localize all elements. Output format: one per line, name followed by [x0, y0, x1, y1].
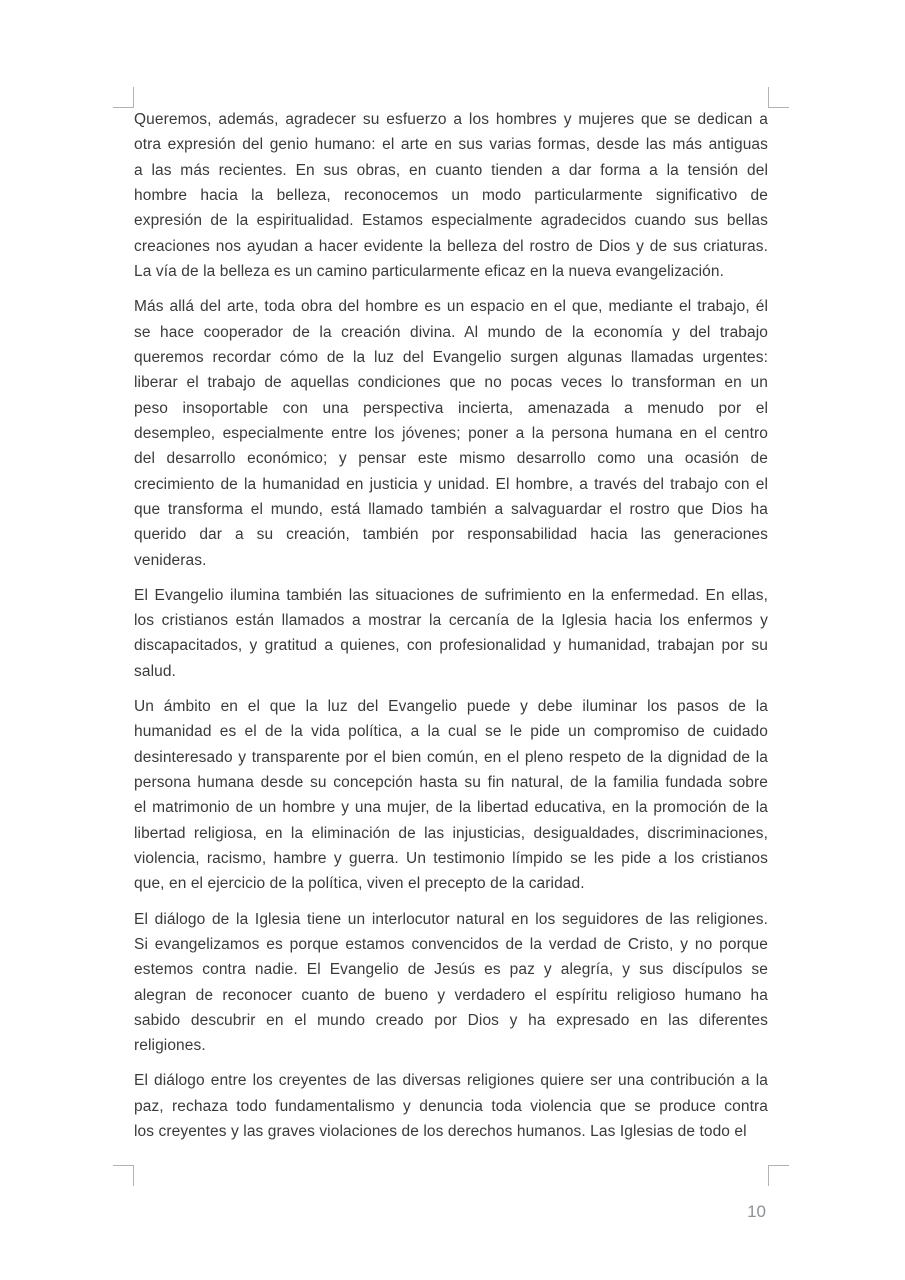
text-line: Un ámbito en el que la luz del Evangelio puede y debe iluminar los pasos de la — [134, 697, 768, 715]
text-line: Queremos, además, agradecer su esfuerzo a los hombres y mujeres que se dedican a — [134, 111, 768, 128]
text-line: Más allá del arte, toda obra del hombre es un espacio en el que, mediante el trabajo, él — [134, 298, 768, 316]
text-line: queremos recordar cómo de la luz del Evangelio surgen algunas llamadas urgentes: — [134, 348, 768, 366]
page-number: 10 — [747, 1202, 766, 1221]
text-line: peso insoportable con una perspectiva incierta, amenazada a menudo por el — [134, 399, 768, 417]
text-line: El diálogo entre los creyentes de las diversas religiones quiere ser una contribución a la — [134, 1072, 768, 1090]
text-boundary-corner-top-right — [768, 87, 789, 108]
text-line: alegran de reconocer cuanto de bueno y verdadero el espíritu religioso humano ha — [134, 986, 768, 1004]
text-line: crecimiento de la humanidad en justicia y unidad. El hombre, a través del trabajo con el — [134, 475, 768, 493]
paragraph — [134, 1068, 768, 1144]
text-line: violencia, racismo, hambre y guerra. Un testimonio límpido se les pide a los cristianos — [134, 850, 768, 868]
text-line: el matrimonio de un hombre y una mujer, de la libertad educativa, en la promoción de la — [134, 799, 768, 817]
text-line: sabido descubrir en el mundo creado por Dios y ha expresado en las diferentes — [134, 1011, 768, 1029]
text-boundary-corner-bottom-left — [113, 1165, 134, 1186]
text-line: persona humana desde su concepción hasta su fin natural, de la familia fundada sobre — [134, 773, 768, 791]
text-line: El diálogo de la Iglesia tiene un interlocutor natural en los seguidores de las religiones. — [134, 910, 768, 928]
text-line: a las más recientes. En sus obras, en cuanto tienden a dar forma a la tensión del — [134, 161, 768, 179]
text-line: El Evangelio ilumina también las situaciones de sufrimiento en la enfermedad. En ellas, — [134, 586, 768, 604]
paragraph — [134, 907, 768, 1059]
text-line: del desarrollo económico; y pensar este mismo desarrollo como una ocasión de — [134, 450, 768, 468]
text-line: los creyentes y las graves violaciones de los derechos humanos. Las Iglesias de todo el — [134, 1123, 747, 1141]
text-line: desempleo, especialmente entre los jóvenes; poner a la persona humana en el centro — [134, 424, 768, 442]
text-boundary-corner-top-left — [113, 87, 134, 108]
text-line: paz, rechaza todo fundamentalismo y denuncia toda violencia que se produce contra — [134, 1097, 768, 1115]
paragraph — [134, 294, 768, 573]
text-line: salud. — [134, 662, 176, 680]
text-line: humanidad es el de la vida política, a la cual se le pide un compromiso de cuidado — [134, 723, 768, 741]
text-line: que transforma el mundo, está llamado también a salvaguardar el rostro que Dios ha — [134, 500, 768, 518]
paragraph — [134, 583, 768, 684]
text-line: expresión de la espiritualidad. Estamos especialmente agradecidos cuando sus bellas — [134, 212, 768, 230]
text-line: liberar el trabajo de aquellas condiciones que no pocas veces lo transforman en un — [134, 374, 768, 392]
text-line: La vía de la belleza es un camino particularmente eficaz en la nueva evangelización. — [134, 263, 725, 281]
text-line: estemos contra nadie. El Evangelio de Jesús es paz y alegría, y sus discípulos se — [134, 961, 768, 979]
paragraph — [134, 107, 768, 284]
text-line: venideras. — [134, 551, 207, 569]
text-line: religiones. — [134, 1037, 206, 1055]
text-line: se hace cooperador de la creación divina. Al mundo de la economía y del trabajo — [134, 323, 768, 341]
text-line: desinteresado y transparente por el bien común, en el pleno respeto de la dignidad de la — [134, 748, 768, 766]
text-line: otra expresión del genio humano: el arte en sus varias formas, desde las más antiguas — [134, 136, 768, 154]
text-line: hombre hacia la belleza, reconocemos un modo particularmente significativo de — [134, 187, 768, 205]
text-line: libertad religiosa, en la eliminación de las injusticias, desigualdades, discriminaciones, — [134, 824, 768, 842]
text-line: querido dar a su creación, también por responsabilidad hacia las generaciones — [134, 526, 768, 544]
document-text[interactable] — [134, 107, 768, 1144]
text-line: que, en el ejercicio de la política, viven el precepto de la caridad. — [134, 875, 585, 893]
text-line: discapacitados, y gratitud a quienes, con profesionalidad y humanidad, trabajan por su — [134, 637, 768, 655]
text-line: los cristianos están llamados a mostrar la cercanía de la Iglesia hacia los enfermos y — [134, 612, 768, 630]
text-line: Si evangelizamos es porque estamos convencidos de la verdad de Cristo, y no porque — [134, 935, 768, 953]
text-boundary-corner-bottom-right — [768, 1165, 789, 1186]
text-line: creaciones nos ayudan a hacer evidente la belleza del rostro de Dios y de sus criaturas. — [134, 237, 768, 255]
paragraph — [134, 694, 768, 897]
